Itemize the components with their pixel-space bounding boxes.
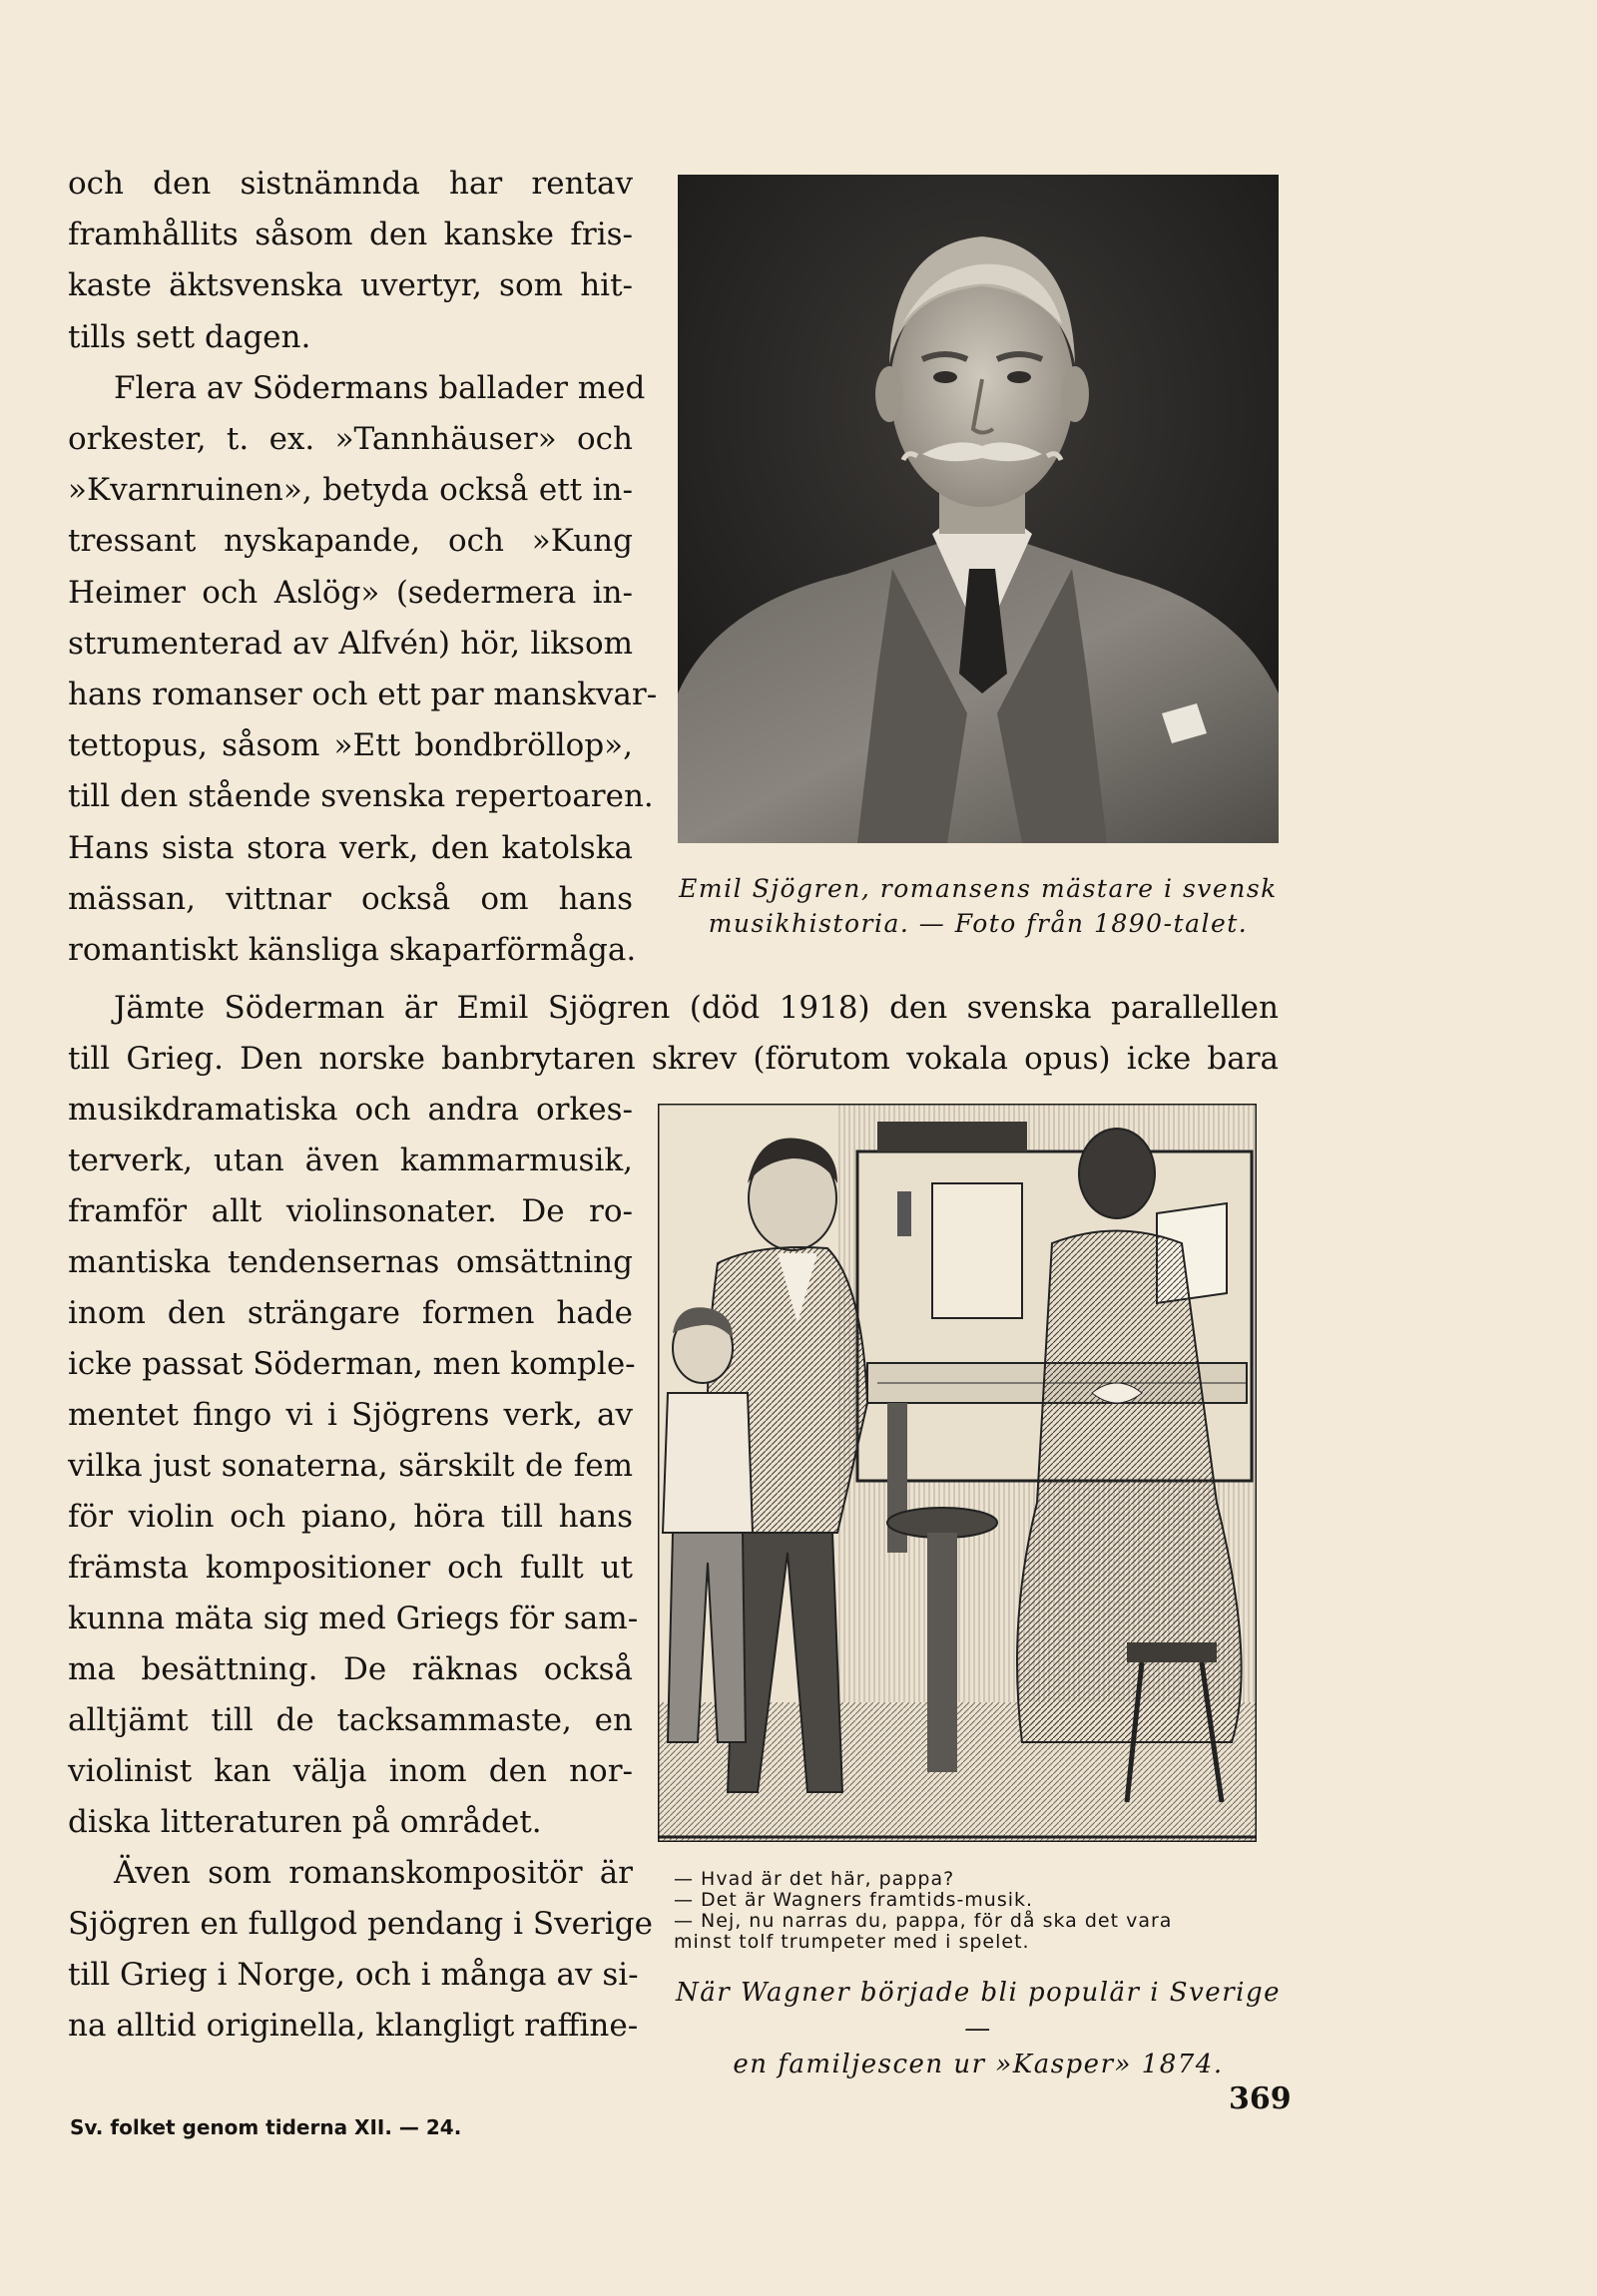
body-text-line: orkester, t. ex. »Tannhäuser» och [68, 421, 633, 457]
body-text-line: Sjögren en fullgod pendang i Sverige [68, 1906, 653, 1942]
photo-caption [659, 871, 1298, 941]
engraving-caption [659, 1975, 1298, 2082]
photo-caption-line: musikhistoria. — Foto från 1890-talet. [708, 909, 1249, 938]
page-number: 369 [1229, 2081, 1292, 2116]
body-text-line: till den stående svenska repertoaren. [68, 778, 654, 815]
body-text-line: Flera av Södermans ballader med [114, 369, 646, 406]
body-text-line: mentet fingo vi i Sjögrens verk, av [68, 1397, 633, 1433]
body-text-line: ma besättning. De räknas också [68, 1651, 633, 1687]
body-text-line: kunna mäta sig med Griegs för sam- [68, 1601, 639, 1636]
photo-caption-line: Emil Sjögren, romansens mästare i svensk [679, 874, 1278, 903]
body-text-line: till Grieg i Norge, och i många av si- [68, 1957, 639, 1993]
body-text-line: främsta kompositioner och fullt ut [68, 1550, 633, 1586]
dialog-line: — Nej, nu narras du, pappa, för då ska det vara [674, 1910, 1173, 1932]
body-text-line: hans romanser och ett par manskvar- [68, 677, 658, 712]
body-text-line: Även som romanskompositör är [114, 1855, 633, 1891]
body-text-line: diska litteraturen på området. [68, 1804, 542, 1840]
body-text-line: Hans sista stora verk, den katolska [68, 829, 633, 866]
portrait-illustration [678, 175, 1279, 843]
text-column-bottom [68, 1085, 653, 2052]
dialog-line: minst tolf trumpeter med i spelet. [674, 1931, 1030, 1953]
body-text-line: musikdramatiska och andra orkes- [68, 1092, 633, 1128]
body-text-line: violinist kan välja inom den nor- [68, 1753, 633, 1789]
text-column-top [68, 159, 658, 977]
body-text-line: inom den strängare formen hade [68, 1295, 633, 1331]
body-text-line: na alltid originella, klangligt raffine- [68, 2008, 639, 2044]
body-text-line: för violin och piano, höra till hans [68, 1499, 633, 1535]
body-text-line: tills sett dagen. [68, 318, 311, 355]
body-text-line: Jämte Söderman är Emil Sjögren (död 1918) den svenska parallellen [114, 990, 1279, 1026]
body-text-line: strumenterad av Alfvén) hör, liksom [68, 625, 633, 662]
body-text-line: kaste äktsvenska uvertyr, som hit- [68, 267, 633, 304]
body-text-line: vilka just sonaterna, särskilt de fem [68, 1448, 633, 1484]
body-text-line: romantiskt känsliga skaparförmåga. [68, 932, 637, 968]
text-full-width [68, 983, 1279, 1085]
body-text-line: terverk, utan även kammarmusik, [68, 1143, 633, 1178]
portrait-photo [678, 175, 1279, 843]
body-text-line: icke passat Söderman, men komple- [68, 1346, 636, 1382]
family-scene-engraving [658, 1104, 1257, 1842]
body-text-line: och den sistnämnda har rentav [68, 166, 633, 202]
dialog-line: — Det är Wagners framtids-musik. [674, 1889, 1034, 1911]
body-text-line: framför allt violinsonater. De ro- [68, 1193, 633, 1229]
body-text-line: »Kvarnruinen», betyda också ett in- [68, 472, 633, 509]
body-text-line: tettopus, såsom »Ett bondbröllop», [68, 727, 633, 764]
body-text-line: framhållits såsom den kanske fris- [68, 217, 633, 253]
dialog-line: — Hvad är det här, pappa? [674, 1868, 955, 1890]
engraving-illustration [658, 1104, 1257, 1842]
body-text-line: alltjämt till de tacksammaste, en [68, 1702, 633, 1738]
engraving-dialog [674, 1869, 1293, 1953]
body-text-line: tressant nyskapande, och »Kung [68, 523, 633, 560]
body-text-line: mässan, vittnar också om hans [68, 880, 633, 917]
body-text-line: till Grieg. Den norske banbrytaren skrev (förutom vokala opus) icke bara [68, 1041, 1279, 1077]
engraving-caption-line: När Wagner började bli populär i Sverige — [676, 1978, 1281, 2044]
engraving-caption-line: en familjescen ur »Kasper» 1874. [733, 2050, 1224, 2079]
body-text-line: mantiska tendensernas omsättning [68, 1244, 633, 1280]
footer-source: Sv. folket genom tiderna XII. — 24. [70, 2115, 462, 2139]
body-text-line: Heimer och Aslög» (sedermera in- [68, 574, 633, 611]
